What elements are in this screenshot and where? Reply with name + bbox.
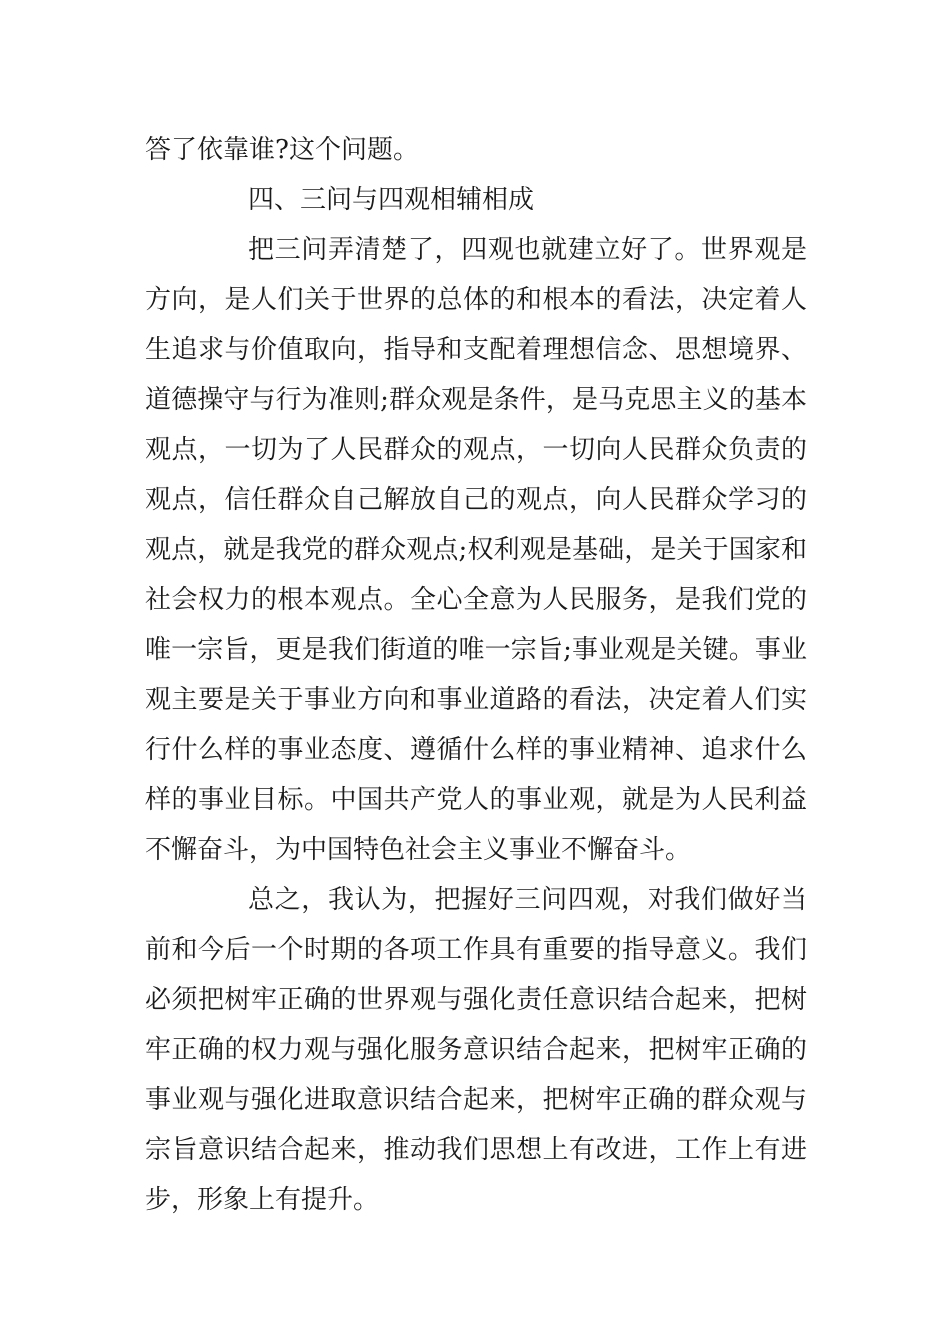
paragraph-line: 答了依靠谁?这个问题。 bbox=[145, 135, 419, 165]
paragraph-line: 生追求与价值取向，指导和支配着理想信念、思想境界、 bbox=[145, 335, 807, 365]
paragraph-line: 方向，是人们关于世界的总体的和根本的看法，决定着人 bbox=[145, 285, 807, 315]
paragraph-line: 样的事业目标。中国共产党人的事业观，就是为人民利益 bbox=[145, 785, 807, 815]
paragraph-line: 道德操守与行为准则;群众观是条件，是马克思主义的基本 bbox=[145, 385, 807, 415]
paragraph-line: 观点，信任群众自己解放自己的观点，向人民群众学习的 bbox=[145, 485, 807, 515]
paragraph-line: 把三问弄清楚了，四观也就建立好了。世界观是 bbox=[248, 235, 807, 265]
paragraph-line: 事业观与强化进取意识结合起来，把树牢正确的群众观与 bbox=[145, 1085, 807, 1115]
paragraph-line: 总之，我认为，把握好三问四观，对我们做好当 bbox=[248, 885, 807, 915]
section-heading: 四、三问与四观相辅相成 bbox=[248, 185, 535, 215]
paragraph-line: 必须把树牢正确的世界观与强化责任意识结合起来，把树 bbox=[145, 985, 807, 1015]
paragraph-line: 不懈奋斗，为中国特色社会主义事业不懈奋斗。 bbox=[145, 835, 692, 865]
paragraph-line: 前和今后一个时期的各项工作具有重要的指导意义。我们 bbox=[145, 935, 807, 965]
paragraph-line: 行什么样的事业态度、遵循什么样的事业精神、追求什么 bbox=[145, 735, 807, 765]
paragraph-line: 观点，就是我党的群众观点;权利观是基础，是关于国家和 bbox=[145, 535, 807, 565]
paragraph-line: 宗旨意识结合起来，推动我们思想上有改进，工作上有进 bbox=[145, 1135, 807, 1165]
paragraph-line: 牢正确的权力观与强化服务意识结合起来，把树牢正确的 bbox=[145, 1035, 807, 1065]
paragraph-line: 观主要是关于事业方向和事业道路的看法，决定着人们实 bbox=[145, 685, 807, 715]
paragraph-line: 社会权力的根本观点。全心全意为人民服务，是我们党的 bbox=[145, 585, 807, 615]
paragraph-line: 步，形象上有提升。 bbox=[145, 1185, 380, 1215]
paragraph-line: 唯一宗旨，更是我们街道的唯一宗旨;事业观是关键。事业 bbox=[145, 635, 807, 665]
paragraph-line: 观点，一切为了人民群众的观点，一切向人民群众负责的 bbox=[145, 435, 807, 465]
